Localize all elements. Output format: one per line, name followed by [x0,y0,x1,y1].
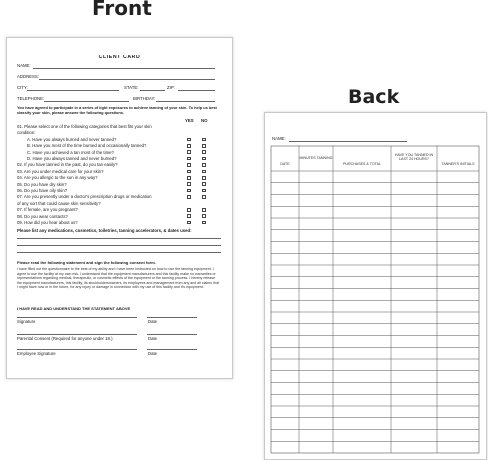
question-text: A. Have you always burned and never tanned? [27,136,117,142]
zip-label: ZIP: [167,85,175,90]
address-field[interactable] [39,79,215,80]
no-checkbox[interactable] [202,221,206,225]
zip-field[interactable] [178,90,215,91]
signature-date-line[interactable] [147,317,197,318]
medications-label: Please list any medications, cosmetics, toiletries, tanning accelerators, & dates used: [17,228,192,233]
state-field[interactable] [140,90,165,91]
yes-checkbox[interactable] [187,176,191,180]
signature-label: Signature [17,319,36,324]
card-title: CLIENT CARD [98,55,141,60]
yes-checkbox[interactable] [187,221,191,225]
column-header: DATE [280,162,290,166]
birthday-label: BIRTHDAY: [133,96,156,101]
yes-checkbox[interactable] [187,170,191,174]
yes-checkbox[interactable] [187,208,191,212]
question-text: 07. If female, are you pregnant? [17,207,78,213]
question-text: 03. Are you under medical care for your skin? [17,168,104,174]
telephone-field[interactable] [44,101,129,102]
no-checkbox[interactable] [202,138,206,142]
yes-checkbox[interactable] [187,163,191,167]
question-text: B. Have you most of the time burned and occasionally tanned? [27,143,147,149]
consent-heading: Please read the following statement and sign the following consent form. [17,260,156,265]
state-label: STATE: [124,85,139,90]
no-checkbox[interactable] [202,208,206,212]
employee-label: Employee Signature [17,351,56,356]
question-text: 09. How did you hear about us? [17,220,78,225]
yes-header: YES [185,118,194,123]
question-text: 07. Are you presently under a doctor's prescription drugs or medication [17,194,152,200]
column-header: PURCHASES & TOTAL [343,162,381,166]
column-header: MINUTES TANNING [299,156,333,160]
question-text: D. Have you always tanned and never burned? [27,156,117,161]
consent-ack: I HAVE READ AND UNDERSTAND THE STATEMENT ABOVE [17,306,131,311]
no-checkbox[interactable] [202,150,206,154]
question-text: of any sort that could cause skin sensitivity? [17,200,101,206]
column-header: HAVE YOU TANNED IN LAST 24 HOURS? [394,153,434,162]
client-card-front [6,37,233,379]
address-label: ADDRESS: [17,74,39,79]
question-text: C. Have you achieved a tan most of the time? [27,149,114,155]
city-label: CITY: [17,85,28,90]
question-text: 06. Do you have oily skin? [17,188,68,193]
yes-checkbox[interactable] [187,138,191,142]
column-header: TANNER'S INITIALS [441,162,475,166]
medications-line-3[interactable] [17,252,221,253]
yes-checkbox[interactable] [187,195,191,199]
yes-checkbox[interactable] [187,157,191,161]
client-card-back [264,112,487,460]
no-checkbox[interactable] [202,163,206,167]
consent-text: I have filled out the questionnaire to the best of my ability and I have been instructed on how to use the tanning equipment. I agree to use the facility at my own risk. I understand that the equipment manufacturers and this facility make no warranties or representations regarding medical, therapeutic, or cosmetic effects of the equipment or the tanning process. I hereby release the equipment manufacturers, this facility, its stockholders/owners, its employees and management from any and all claims that I might have now or in the future, for any injury or damage in connection with my use of this facility and it's equipment. [17,267,220,289]
signature-date-label: Date [148,319,158,324]
parental-line[interactable] [17,334,137,335]
back-name-label: NAME: [272,136,286,141]
question-text: 08. Do you wear contacts? [17,213,68,219]
yes-checkbox[interactable] [187,214,191,218]
back-heading: Back [348,86,400,108]
signature-line[interactable] [17,317,137,318]
medications-line-2[interactable] [17,245,221,246]
medications-line-1[interactable] [17,238,221,239]
no-header: NO [201,118,208,123]
employee-date-label: Date [148,351,158,356]
no-checkbox[interactable] [202,176,206,180]
no-checkbox[interactable] [202,170,206,174]
name-field[interactable] [33,68,215,69]
yes-checkbox[interactable] [187,189,191,193]
front-heading: Front [92,0,152,20]
no-checkbox[interactable] [202,189,206,193]
telephone-label: TELEPHONE: [17,96,45,101]
no-checkbox[interactable] [202,195,206,199]
no-checkbox[interactable] [202,157,206,161]
question-text: 05. Do you have dry skin? [17,181,67,187]
yes-checkbox[interactable] [187,144,191,148]
question-text: 04. Are you allergic to the sun in any way? [17,175,98,181]
employee-line[interactable] [17,349,137,350]
table-border [271,146,479,453]
question-text: 02. If you have tanned in the past, do you tan easily? [17,162,118,168]
question-text: condition: [17,130,36,136]
question-text: 01. Please select one of the following categories that best fits your skin [17,124,152,129]
no-checkbox[interactable] [202,144,206,148]
name-label: NAME: [17,63,31,68]
parental-date-line[interactable] [147,334,197,335]
intro-text: You have agreed to participate in a series of light exposures to achieve tanning of your skin. To help us best classify your skin, please answer the following questions. [17,106,217,115]
employee-date-line[interactable] [147,349,197,350]
parental-date-label: Date [148,336,158,341]
no-checkbox[interactable] [202,182,206,186]
yes-checkbox[interactable] [187,182,191,186]
city-field[interactable] [27,90,119,91]
parental-label: Parental Consent (Required for anyone under 18.) [17,336,113,341]
birthday-field[interactable] [156,101,215,102]
yes-checkbox[interactable] [187,150,191,154]
no-checkbox[interactable] [202,214,206,218]
